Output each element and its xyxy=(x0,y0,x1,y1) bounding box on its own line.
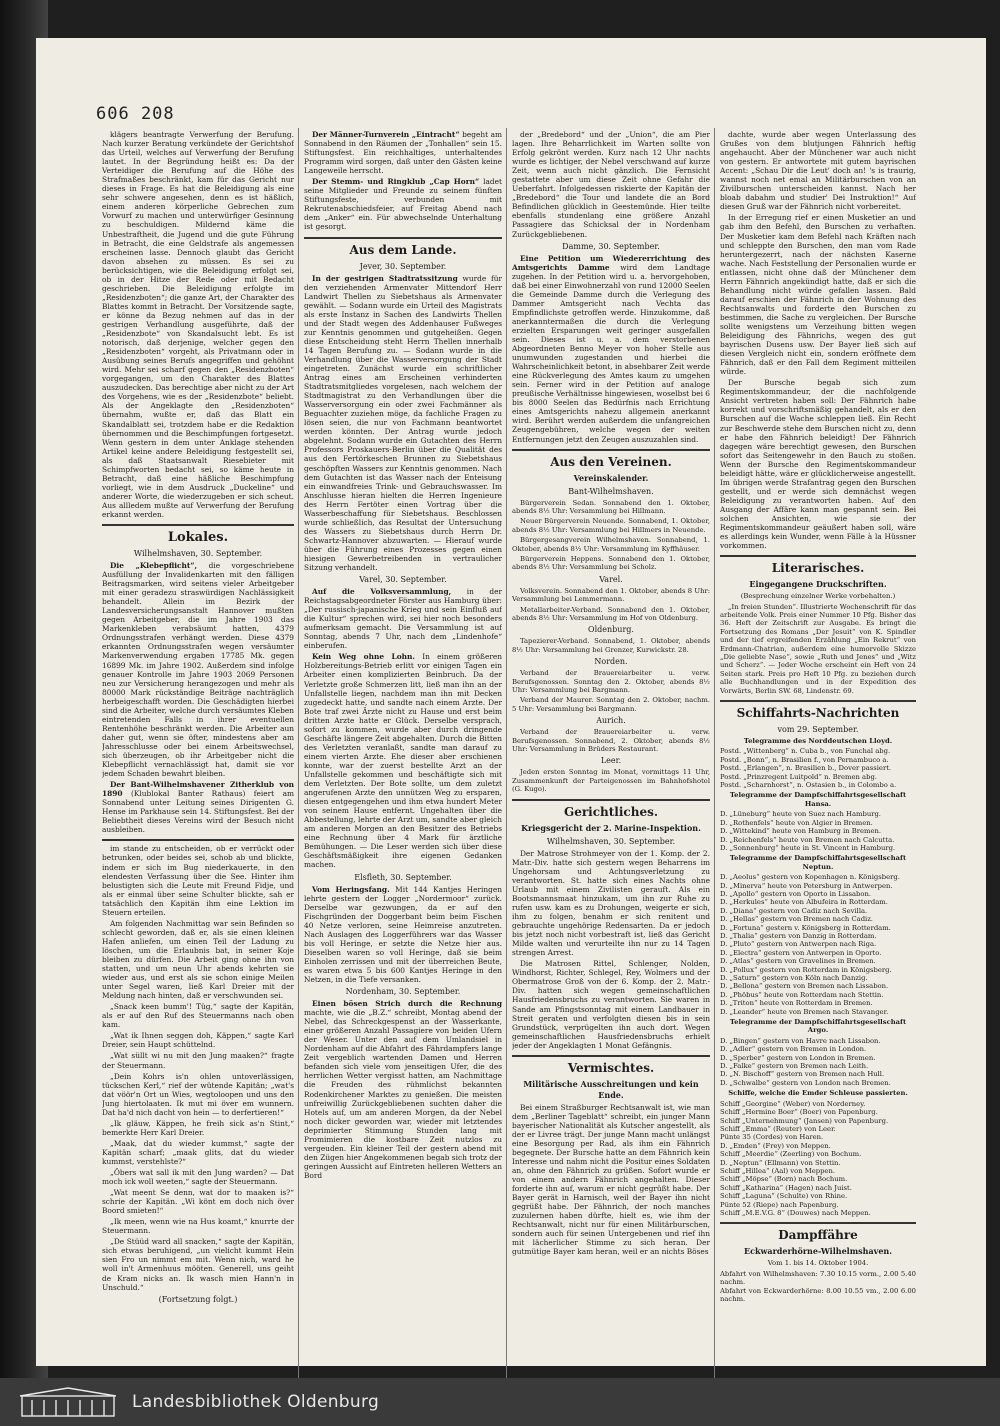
telegram-header: Telegramme der Dampfschiffahrtsgesellschaft Argo. xyxy=(729,1018,907,1035)
article-militaer-cont: In der Erregung rief er einen Musketier an und gab ihm den Befehl, den Burschen zu verhaften. Der Musketier kam dem Befehl nach Kräften nach und schleppte den Burschen, den man vom Rade heruntergezerrt, nach der nächsten Kaserne wache. Nach Feststellung der Personalien wurde er entlassen, nicht ohne daß der Münchener dem Herrn Fähnrich angekündigt hatte, daß er sich die Behandlung nicht würde gefallen lassen. Bald darauf erschien der Fähnrich in der Wohnung des Rechtsanwalts und forderte den Burschen zu bestimmen, die Sache zu vergleichen. Der Bursche sollte wenigstens um Verzeihung bitten wegen Beleidigung des Fähnrichs, wegen des gut bayrischen Dusens usw. Der Bayer ließ sich auf diesen Vergleich nicht ein, sondern eröffnete dem Fähnrich, daß er den Fall dem Regiment mitteilen würde. xyxy=(720,213,916,377)
article-nordenham-cont: der „Bredebord“ und der „Union“, die am Pier lagen. Ihre Beharrlichkeit im Warten sollte von Erfolg gekrönt werden. Kurz nach 12 Uhr nachts wurde es lichtiger, der Nebel verschwand auf kurze Zeit, wenn auch nicht gänzlich. Die Fernsicht gestattete aber um diese Zeit ohne Gefahr die Ueberfahrt. Infolgedessen riskierte der Kapitän der „Bredebord“ die Tour und landete die an Bord Befindlichen glücklich in Geestemünde. Hier teilte ebenfalls stundenlang eine größere Anzahl Passagiere das Schicksal der in Nordenham Zurückgebliebenen. xyxy=(512,130,710,239)
event-list xyxy=(512,587,710,623)
event-item: Bürgerverein Sedan. Sonnabend den 1. Oktober, abends 8½ Uhr: Versammlung bei Hillmann. xyxy=(512,498,710,515)
ship-entry: D. „Sonnenburg“ heute in St. Vincent in Hamburg. xyxy=(720,843,896,852)
page-number: 606 208 xyxy=(96,104,175,124)
viewer-footer xyxy=(0,1378,1000,1426)
column-4 xyxy=(720,130,916,1370)
literature-entry: „In freien Stunden“. Illustrierte Wochenschrift für das arbeitende Volk. Preis einer Nummer 10 Pfg. Bisher das 36. Heft der Zeitschrift zur Ausgabe. Es bringt die Fortsetzung des Romans „Der Jesuit“ von K. Spindler und der tief ergreifenden Erzählung „Ein Rekrut“ von Erdmann-Chatrian, außerdem eine humorvolle Skizze „Die geliebte Nase“, sowie „Ruth und Jenes“ und „Witz und Scherz“. — Jeder Woche erscheint ein Heft von 24 Seiten stark. Preis pro Heft 10 Pfg. zu beziehen durch alle Buchhandlungen und in der Expedition des Vorwärts, Berlin SW. 68, Lindenstr. 69. xyxy=(720,602,916,695)
location-label: Aurich. xyxy=(596,716,626,726)
ship-list xyxy=(720,1100,916,1218)
ship-entry: D. „Falke“ gestern von Bremen nach Leith. xyxy=(720,1062,869,1071)
ship-entry: Schiff „Hillea“ (Aal) von Meppen. xyxy=(720,1166,835,1175)
story-paragraph: „De Stüüd ward all snacken,“ sagte der Kapitän, sich etwas beruhigend, „un vielicht kummt Hein sien Fro un nimmt em mit. Wenn nich, ward he woll in't Armenhuus mööten. Generell, uns geiht de Kram nicks an. Ik wasch mien Hann'n in Unschuld.“ xyxy=(102,1237,294,1292)
ship-entry: D. „Wittekind“ heute von Hamburg in Bremen. xyxy=(720,827,882,836)
location-label: Norden. xyxy=(594,657,628,667)
section-divider xyxy=(102,839,294,841)
article-militaer: Bei einem Straßburger Rechtsanwalt ist, wie man dem „Berliner Tageblatt“ schreibt, ein junger Mann bayerischer Nationalität als Kutscher angestellt, als der er Livree trägt. Der junge Mann macht unlängst eine Besorgung per Rad, als ihm ein Fähnrich begegnete. Der Bursche hatte an dem Fähnrich kein Interesse und nahm nicht die Positur eines Soldaten an, ohne den Fähnrich zu grüßen. Sofort wurde er von einem andern Fähnrich angehalten. Dieser forderte ihn auf, warum er nicht gegrüßt habe. Der Bayer gerät in Harnisch, weil der Bayer ihn nicht gegrüßt habe. Der Fähnrich, der noch manches zuzulernen haben dürfte, hielt es, wie ihm der Rechtsanwalt, nicht nur für einen Militärburschen, sondern auch für seinen Untergebenen und rief ihn mit lächerlicher Stimme zu sich heran. Der gutmütige Bayer kam heran, weil er an nichts Böses xyxy=(512,1102,710,1257)
dateline: vom 29. September. xyxy=(777,725,859,735)
section-divider xyxy=(512,449,710,451)
ship-entry: D. „Emden“ (Frey) von Meppen. xyxy=(720,1141,831,1150)
section-title-aus-dem-lande: Aus dem Lande. xyxy=(349,242,457,257)
subsection-druckschriften: Eingegangene Druckschriften. xyxy=(749,579,887,590)
ship-entry: Schiff „M.E.V.G. 8“ (Douwes) nach Meppen. xyxy=(720,1208,871,1217)
event-item: Bürgerverein Heppens. Sonnabend den 1. Oktober, abends 8½ Uhr: Versammlung bei Scholz. xyxy=(512,554,710,572)
section-title-vereine: Aus den Vereinen. xyxy=(550,454,672,469)
section-title-lokales: Lokales. xyxy=(167,530,229,546)
location-label: Oldenburg. xyxy=(588,625,634,635)
ship-entry: Schiff „Unternehmung“ (Jansen) von Papenburg. xyxy=(720,1116,889,1125)
ship-entry: D. „Electra“ gestern von Antwerpen in Oporto. xyxy=(720,948,882,957)
ship-entry: D. „Herkules“ heute von Albufeira in Rotterdam. xyxy=(720,898,888,907)
continuation-note: (Fortsetzung folgt.) xyxy=(158,1294,238,1304)
ship-entry: D. „Reichenfels“ heute von Bremen nach Calcutta. xyxy=(720,835,895,844)
ship-entry: D. „Bingen“ gestern von Havre nach Lissabon. xyxy=(720,1036,881,1045)
ship-entry: D. „Schwalbe“ gestern von London nach Bremen. xyxy=(720,1078,891,1087)
ship-entry: Pünte 52 (Riepe) nach Papenburg. xyxy=(720,1200,839,1209)
ship-entry: Schiff „Meerdie“ (Zeerling) von Bochum. xyxy=(720,1150,862,1159)
story-paragraph: Am folgenden Nachmittag war sein Befinden so schlecht geworden, daß er, als sie einen kleinen Hafen anliefen, um einen Teil der Ladung zu löschen, um die Erlaubnis bat, in seiner Koje bleiben zu dürfen. Die Arbeit ging ohne ihn von statten, und um neun Uhr abends kehrten sie wieder aus, und erst als sie schon einige Meilen unter Segel waren, ließ Karl Dreier mit der Meldung nach hinten, daß er verschwunden sei. xyxy=(102,918,294,1001)
dateline: Elsfleth, 30. September. xyxy=(354,872,452,882)
ship-entry: Postd. „Wittenberg“ n. Cuba b., von Funchal abg. xyxy=(720,747,891,756)
story-paragraph: im stande zu entscheiden, ob er verrückt oder betrunken, oder beides sei, schob ab und blickte, indem er sich im Bug niederkauerte, in den elendesten Verfassung über die See. Hinter ihm belustigten sich die Leute mit Freund Fidje, und als er einmal über seine Schulter blickte, sah er tatsächlich den Kapitän ihm eine Lektion im Steuern erteilen. xyxy=(102,844,294,917)
event-item: Verband der Maurer. Sonntag den 2. Oktober, nachm. 5 Uhr: Versammlung bei Bargmann. xyxy=(512,696,710,713)
ship-entry: D. „Rothenfels“ heute von Algier in Bremen. xyxy=(720,818,873,827)
section-divider xyxy=(512,1055,710,1057)
ship-entry: D. „Phöbus“ heute von Rotterdam nach Stettin. xyxy=(720,990,884,999)
event-item: Bürgergesangverein Wilhelmshaven. Sonnabend, 1. Oktober, abends 8½ Uhr: Versammlung im Kyffhäuser. xyxy=(512,536,710,553)
dateline: Wilhelmshaven, 30. September. xyxy=(546,836,676,846)
story-paragraph: „Maak, dat du wieder kummst,“ sagte der Kapitän scharf; „maak glits, dat du wieder kummst, verstehlste?“ xyxy=(102,1138,294,1166)
ship-entry: D. „Pluto“ gestern von Antwerpen nach Riga. xyxy=(720,940,877,949)
library-building-icon xyxy=(18,1386,118,1418)
ship-entry: D. „N. Bischoff“ gestern von Bremen nach Hull. xyxy=(720,1070,885,1079)
article-zitherklub: Der Bant-Wilhelmshavener Zitherklub von 1890 (Klublokal Banter Rathaus) feiert am Sonnabend unter Leitung seines Dirigenten G. Hense im Parkhause sein 14. Stiftungsfest. Bei der Beliebtheit dieses Vereins wird der Besuch nicht ausbleiben. xyxy=(102,780,294,835)
section-title-vermischtes: Vermischtes. xyxy=(567,1060,655,1075)
subsection-militaerische: Militärische Ausschreitungen und kein Ende. xyxy=(523,1078,699,1100)
story-paragraph: „Ik gläuw, Käppen, he freih sick as'n Stint,“ bemerkte Herr Karl Dreier. xyxy=(102,1118,294,1137)
location-label: Varel. xyxy=(599,574,623,584)
note: (Besprechung einzelner Werke vorbehalten.) xyxy=(740,592,896,601)
ship-list xyxy=(720,810,916,852)
column-rule xyxy=(506,128,507,1378)
story-paragraph: „Wat meent Se denn, wat dor to maaken is?“ schrie der Kapitän. „Wi könt em doch nich över Boord smieten!“ xyxy=(102,1188,294,1216)
article-kein-weg: Kein Weg ohne Lohn. In einem größeren Holzbereitungs-Betrieb erlitt vor einigen Tagen ein Arbeiter einen komplizierten Beinbruch. Da der Verletzte große Schmerzen litt, ließ man ihn an der Unfallstelle liegen, nachdem man ihn mit Decken zugedeckt hatte, und sandte nach einem Arzte. Der Bote traf zwei Ärzte nicht zu Hause und erst beim dritten Arzte hatte er Glück. Derselbe versprach, sofort zu kommen, wurde aber durch dringende Geschäfte längere Zeit abgehalten. Durch die Bitten des Verletzten veranlaßt, sandte man darauf zu einem vierten Arzte. Ehe dieser aber erschienen konnte, war der zuerst bestellte Arzt an der Unfallstelle gekommen und beschäftigte sich mit dem Verletzten. Der Bote sollte, um dem zuletzt angerufenen Arzte den unnützen Weg zu ersparen, diesen entgegengehen und ihm etwa hundert Meter von seinem Hause entfernt. Ungehalten über die Abbestellung, lehrte der Arzt um, sandte aber gleich am anderen Morgen an den Besitzer des Betriebs eine Rechnung über 4 Mark für ärztliche Bemühungen. — Die Leser werden sich über diese Geschäftsmäßigkeit ihre eigenen Gedanken machen. xyxy=(304,652,502,870)
article-nordenham: Einen bösen Strich durch die Rechnung machte, wie die „B.Z.“ schreibt, Montag abend der Nebel, das Schreckgespenst an der Wasserkante, einer größeren Anzahl Passagiere von beiden Ufern der Weser. Unter den auf dem Umlandsiel in Nordenham auf die Abfahrt des Fährdampfers lange Zeit vergeblich wartenden Damen und Herren befanden sich viele vom jenseitigen Ufer, die des herrlichen Wetter vergisst hatten, am Nachmittage die Freuden des rühmlichst bekannten Rodenkirchener Marktes zu genießen. Die meisten unfreiwillig Zurückgebliebenen suchten daher die Hotels auf, um am anderen Morgen, da der Nebel noch dicker geworden war, wieder mit letztendes deprimierter Stimmung Stunden lang mit Promimieren die kostbare Zeit nutzlos zu vergeuden. Ein kleiner Teil der gestern abend mit den Zügen hier Angekommenen begab sich trotz der geringen Aussicht auf Eintreten helleren Wetters an Bord xyxy=(304,999,502,1180)
location-label: Leer. xyxy=(600,756,622,766)
dateline: Jever, 30. September. xyxy=(359,261,447,271)
column-rule xyxy=(714,128,715,1378)
ship-entry: D. „Atlas“ gestern von Gravelines in Bremen. xyxy=(720,957,876,966)
ship-entry: D. „Saturn“ gestern von Köln nach Danzig. xyxy=(720,974,868,982)
dateline: Nordenham, 30. September. xyxy=(345,987,461,997)
section-divider xyxy=(304,237,502,239)
story-paragraph: „Wat süllt wi nu mit den Jung maaken?“ fragte der Steuermann. xyxy=(102,1051,294,1070)
ship-entry: D. „Leander“ heute von Bremen nach Stavanger. xyxy=(720,1007,889,1016)
article-jever: In der gestrigen Stadtratssitzung wurde für den verziehenden Armenvater Mittendorf Herr Landwirt Thellen zu Siebetshaus als Armenvater gewählt. — Sodann wurde ein Urteil des Magistrats als erste Instanz in Sachen des Landwirts Thellen und der Stadt wegen des Addenhauser Fußweges zur Kenntnis genommen und gutgeheißen. Gegen diese Entscheidung steht Herrn Thellen innerhalb 14 Tagen Berufung zu. — Sodann wurde in die Verhandlung über die Wasserversorgung der Stadt eingetreten. Zunächst wurde ein schriftlicher Antrag eines am Erscheinen verhinderten Stadtratsmitgliedes vorgelesen, nach welchem der Stadtmagistrat zu den Verhandlungen über die Wasserversorgung ein oder zwei Fachmänner als Beguachter zuziehen möge, da fachliche Fragen zu lösen seien, die nur von Fachmann beantwortet werden könnten. Der Antrag wurde jedoch abgelehnt. Sodann wurde ein Gutachten des Herrn Professors Proskauers-Berlin über die Qualität des aus den Fertörkeschen Brunnen zu Siebetshaus geschöpften Wassers zur Kenntnis genommen. Nach dem Gutachten ist das Wasser nach der Enteisung ein einwandfreies Trink- und Gebrauchswasser. Im Anschlusse hieran hielten die Herren Ingenieure des Herrn Fertöter einen Vortrag über die Wasserbeschaffung für Siebetshaus. Beschlossen wurde schließlich, das Resultat der Untersuchung des Wassers zu Siebetshaus durch Herrn Dr. Schwartz-Hannover abzuwarten. — Hierauf wurde über die Führung eines Prozesses gegen einen hiesigen Gewerbetreibenden in vertraulicher Sitzung verhandelt. xyxy=(304,273,502,573)
section-title-gerichtliches: Gerichtliches. xyxy=(563,804,659,819)
event-list xyxy=(512,728,710,753)
article-klebepflicht: Die „Klebepflicht“, die vorgeschriebene Ausfüllung der Invalidenkarten mit den fälligen Beitragsmarken, wird seitens vieler Arbeitgeber mit einer geradezu straswürdigen Nachlässigkeit behandelt. Allein im Bezirk der Landesversicherungsanstalt Hannover mußten gegen Arbeitgeber, die im Jahre 1903 das Markenkleben verabsäumt hatten, 4379 Ordnungsstrafen verhängt werden. Diese 4379 erkannten Ordnungsstrafen wegen versäumter Markenverwendung ergaben 17785 Mk. gegen 16899 Mk. im Jahre 1902. Außerdem sind infolge genauer Kontrolle im Jahre 1903 2069 Personen neu zur Versicherung herangezogen und mehr als 80000 Mark rückständige Beiträge nachträglich herbeigeschafft worden. Die Geschädigten hierbei sind die Arbeiter, welche durch versäumtes Kleben eintretenden Falls in ihrer eventuellen Rentenhöhe beschränkt werden. Die Arbeiter aun daher gut, wenn sie öfter, mindestens aber am Jahresschlusse oder bei einem Arbeitswechsel, sich überzeugen, ob ihr Arbeitgeber nicht die Klebepflicht vernachlässigt hat, damit sie vor jedem Schaden bewahrt bleiben. xyxy=(102,561,294,779)
article-militaer-cont: Der Bursche begab sich zum Regimentskommandeur, der die nachfolgende Ansicht vertreten haben soll: Der Fähnrich habe korrekt und vorschriftsmäßig gehandelt, als er den Burschen auf die Wache schleppen ließ. Ein Recht zur Beschwerde stehe dem Burschen nicht zu, denn er habe den Fähnrich beleidigt! Der Fähnrich dagegen wäre berechtigt gewesen, den Burschen sofort das Seitengewehr in den Bauch zu stoßen. Wenn der Bursche den Regimentskommandeur beleidigt hätte, wäre er glücklicherweise angestellt. Im übrigen werde Strafantrag gegen den Burschen gestellt, und er werde sich demnächst wegen Beleidigung zu verantworten haben. Auf den Ausgang der Affäre kann man gespannt sein. Bei solchen Ansichten, wie sie der Regimentskommandeur geäußert haben soll, wäre es allerdings kein Wunder, wenn Fälle à la Hüssner vorkommen. xyxy=(720,378,916,551)
event-item: Volksverein. Sonnabend den 1. Oktober, abends 8 Uhr: Versammlung bei Lemmermann. xyxy=(512,586,710,604)
dateline: Varel, 30. September. xyxy=(359,575,447,585)
section-divider xyxy=(512,799,710,801)
ship-entry: Schiff „Georgine“ (Weber) von Norderney. xyxy=(720,1099,866,1108)
court-report: Die Matrosen Rittel, Schlenger, Nolden, Windhorst, Richter, Schlegel, Rey, Wolmers und der Obermatrose Groß von der 6. Komp. der 2. Matr.-Div. hatten sich wegen gemeinschaftlichen Hausfriedensbruchs zu verantworten. Sie waren in Sande am Pfingstsonntag mit einem Landbauer in Streit geraten und verfolgten diesen bis in sein Grundstück, verprügelten ihn auch dort. Wegen gemeinschaftlichen Hausfriedensbruchs erhielt jeder der Angeklagten 1 Monat Gefängnis. xyxy=(512,959,710,1050)
library-name: Landesbibliothek Oldenburg xyxy=(132,1392,380,1412)
court-verdict-text: klägers beantragte Verwerfung der Berufung. Nach kurzer Beratung verkündete der Gerichtshof das Urteil, welches auf Verwerfung der Berufung lautet. In der Begründung heißt es: Da der Verteidiger die Berufung auf die Höhe des Strafmaßes beschränkt, kam für das Gericht nur dieses in Frage. Es hat die Beleidigung als eine sehr schwere angesehen, denn es ist häßlich, einem anderen körperliche Gebrechen zum Vorwurf zu machen und unterwürfiger Gesinnung zu beschuldigen. Mildernd käme die Unbestraftheit, die Jugend und die gute Führung in Betracht, die eine Geldstrafe als angemessen erscheinen lasse. Dennoch glaubt das Gericht davon absehen zu müssen. Es sei zu berücksichtigen, wie die Beleidigung erfolgt sei, ob in der Hitze der Rede oder mit Bedacht geschrieben. Die Beleidigung erfolgte im „Residenzboten“; die ganze Art, der Charakter des Blattes kommt in Betracht. Der Vorsitzende sagte, er könne da Bezug nehmen auf das in der gestrigen Verhandlung ausgeführte, daß der „Residenzbote“ von Skandalsucht lebt. Es ist notorisch, daß derjenige, welcher gegen den „Residenzboten“ vorgeht, als Privatmann oder in Ausübung seines Berufs angegriffen und gehöhnt wird. Mehr sei scharf gegen den „Residenzboten“ vorgegangen, um den Charakter des Blattes auszudecken. Das berechtige aber nicht zu der Art des Vorgehens, wie es der „Residenzbote“ beliebt. Als der Angeklagte den „Residenzboten“ übernahm, wußte er, daß das Blatt ein Skandalblatt sei, trotzdem habe er die Redaktion übernommen und die Beschimpfungen fortgesetzt. Wenn gestern in dem unter Anklage stehenden Artikel keine andere Beleidigung festgestellt sei, als daß Staatsanwalt Riesebieter mit Schimpfworten bedacht sei, so käme heute in Betracht, daß eine häßliche Beschimpfung vorliegt, wie in dem Ausdruck „Duckeline“ und anderer Worte, die wiederzugeben er sich scheut. Aus allledem mußte auf Verwerfung der Berufung erkannt werden. xyxy=(102,130,294,519)
ship-entry: Pünte 35 (Cordes) von Haren. xyxy=(720,1133,824,1142)
ship-entry: D. „Sperber“ gestern von London in Bremen. xyxy=(720,1053,876,1062)
ship-list xyxy=(720,747,916,789)
ship-entry: D. „Diana“ gestern von Cadiz nach Sevilla. xyxy=(720,906,868,915)
article-varel: Auf die Volksversammlung, in der Reichstagsabgeordneter Förster aus Hamburg über: „Der russisch-japanische Krieg und sein Einfluß auf die Kultur“ sprechen wird, sei hier noch besonders aufmerksam gemacht. Die Versammlung ist auf Sonntag, abends 7 Uhr, nach dem „Lindenhofe“ einberufen. xyxy=(304,587,502,651)
story-paragraph: „Wat ik Ihnen seggen doh, Käppen,“ sagte Karl Dreier, sein Haupt schüttelnd. xyxy=(102,1031,294,1050)
telegram-header: Schiffe, welche die Emder Schleuse passierten. xyxy=(728,1089,908,1098)
column-rule xyxy=(298,128,299,1378)
article-cap-horn: Der Stemm- und Ringklub „Cap Horn“ ladet seine Mitglieder und Freunde zu seinem fünften Stiftungsfeste, verbunden mit Rekrutenabschiedsfeier, auf Freitag Abend nach dem „Anker“ ein. Für abwechselnde Unterhaltung ist gesorgt. xyxy=(304,177,502,232)
court-report: Der Matrose Strohmeyer von der 1. Komp. der 2. Matr.-Div. hatte sich gestern wegen Beharrens im Ungehorsam und Achtungsverletzung zu verantworten. St. hatte sich eines Nachts ohne Urlaub mit einem Zivilisten gerauft. Als ein Bootsmannsmaat hinzukam, um ihn zur Ruhe zu rufen usw. kam es zu Drohungen, weigerte er sich, ihm zu folgen, benahm er sich renitent und gebrauchte ungehörige Redensarten. Da er jedoch bis jetzt noch nicht vorbestraft ist, ließ das Gericht Milde walten und verurteilte ihn nur zu 14 Tagen strengen Arrest. xyxy=(512,848,710,958)
ship-entry: Postd. „Bonn“, n. Brasilien f., von Pernambuco a. xyxy=(720,755,889,764)
story-paragraph: „Öbers wat sall ik mit den Jung warden? — Dat moch ick woll weeten,“ sagte der Steuermann. xyxy=(102,1168,294,1187)
telegram-header: Telegramme des Norddeutschen Lloyd. xyxy=(743,737,893,746)
event-list xyxy=(512,768,710,793)
ship-entry: Schiff „Katharina“ (Hagen) nach Juist. xyxy=(720,1183,852,1192)
section-title-schiffahrt: Schiffahrts-Nachrichten xyxy=(736,706,900,721)
ship-entry: Postd. „Prinzregent Luitpold“ n. Bremen abg. xyxy=(720,772,877,781)
telegram-header: Telegramme der Dampfschiffahrtsgesellschaft Hansa. xyxy=(729,791,907,808)
section-divider xyxy=(720,1222,916,1224)
section-divider xyxy=(102,524,294,526)
section-title-literarisches: Literarisches. xyxy=(771,561,865,576)
section-divider xyxy=(720,700,916,702)
section-divider xyxy=(720,555,916,557)
ship-entry: D. „Triton“ heute von Rotterdam in Bremen. xyxy=(720,999,873,1008)
ship-list xyxy=(720,1037,916,1087)
dateline: Damme, 30. September. xyxy=(562,241,660,251)
ship-entry: D. „Thalia“ gestern von Danzig in Rotterdam. xyxy=(720,931,877,940)
ship-entry: D. „Adler“ gestern von Bremen in London. xyxy=(720,1045,867,1054)
ship-entry: Schiff „Hermine Boer“ (Boer) von Papenburg. xyxy=(720,1108,878,1117)
ship-entry: Postd. „Scharnhorst“, n. Ostasien b., in Colombo a. xyxy=(720,781,897,790)
ferry-schedule-wilhelmshaven: Abfahrt von Wilhelmshaven: 7.30 10.15 vorm., 2.00 5.40 nachm. xyxy=(720,1269,916,1287)
column-2 xyxy=(304,130,502,1370)
article-damme: Eine Petition um Wiedererrichtung des Amtsgerichts Damme wird dem Landtage zugehen. In der Petition wird u. a. hervorgehoben, daß bei einer Einwohnerzahl von rund 12000 Seelen die Gemeinde Damme durch die Verlegung des Dammer Amtsgericht nach Vechta das Empfindlichste getroffen werde. Hinzukomme, daß anerkanntermaßen die durch die Verlegung erzielten Ersparungen weit geringer ausgefallen sein. Dieses ist u. a. dem verstorbenen Abgeordneten Benno Meyer von hoher Stelle aus unumwunden zugestanden und hierbei die Wahrscheinlichkeit betont, in absehbarer Zeit werde eine Rückverlegung des Amtes kaum zu umgehen sein. Ferner wird in der Petition auf analoge preußische Verhältnisse hingewiesen, woselbst bei 6 bis 8000 Seelen das Bedürfnis nach Errichtung eines Amtsgerichts nahezu allgemein anerkannt wird. Berührt werden außerdem die unfangreichen Zeugengebühren, welche wegen der weiten Entfernungen jetzt den Zeugen auszuzahlen sind. xyxy=(512,253,710,444)
ship-entry: D. „Fortuna“ gestern v. Königsberg in Rotterdam. xyxy=(720,923,891,932)
ship-entry: Schiff „Möpse“ (Born) nach Bochum. xyxy=(720,1175,848,1184)
subsection-kriegsgericht: Kriegsgericht der 2. Marine-Inspektion. xyxy=(521,822,701,833)
ship-entry: D. „Apollo“ gestern von Oporto in Lissabon. xyxy=(720,889,872,898)
event-list xyxy=(512,669,710,713)
telegram-header: Telegramme der Dampfschiffahrtsgesellschaft Neptun. xyxy=(729,854,907,871)
ship-entry: D. „Aeolus“ gestern von Kopenhagen n. Königsberg. xyxy=(720,873,900,882)
location-label: Bant-Wilhelmshaven. xyxy=(568,486,654,496)
article-militaer-cont: dachte, wurde aber wegen Unterlassung des Grußes von dem blutjungen Fähnrich heftig angehaucht. Aber der Münchener war auch nicht von gestern. Er antwortete mit gutem bayrischen Accent: „Schau Dir die Leut' doch an! 's is traurig, wannst noch net emal an Militärburschen von an Zivilburschen unterscheiden kannst. Nach her bloab dabahm und studier' Dei Instruktion!“ Auf diesen Gruß war der Fähnrich nicht vorbereitet. xyxy=(720,130,916,212)
event-item: Verband der Brauereiarbeiter u. verw. Berufsgenossen. Sonnabend, 2. Oktober, abends 8½ Uhr: Versammlung in Brüders Restaurant. xyxy=(512,728,710,754)
ferry-dates: Vom 1. bis 14. Oktober 1904. xyxy=(767,1259,869,1268)
event-item: Tapezierer-Verband. Sonnabend, 1. Oktober, abends 8½ Uhr: Versammlung bei Grenzer, Kurwickstr. 28. xyxy=(512,637,710,654)
subsection-vereinskalender: Vereinskalender. xyxy=(573,472,649,483)
ferry-route: Eckwarderhörne-Wilhelmshaven. xyxy=(743,1246,893,1257)
ship-entry: Schiff „Emma“ (Reuter) von Leer. xyxy=(720,1124,836,1133)
story-paragraph: „Dein Kohrs is'n ohlen untoverlässigen, tückschen Kerl,“ rief der wütende Kapitän; „wat's dat vöör'n Ort un Wies, wegtoloopen und uns den Jung hiertolaaten. Ik mut mi över em wunnern. Dat ha'd nich dacht von hein — to derfertieren!“ xyxy=(102,1071,294,1117)
ship-entry: Schiff „Laguna“ (Schulte) von Rhine. xyxy=(720,1192,848,1201)
ship-entry: D. „Bellona“ gestern von Bremen nach Lissabon. xyxy=(720,982,889,991)
event-list xyxy=(512,637,710,654)
section-title-dampffaehre: Dampffähre xyxy=(778,1228,858,1243)
ferry-schedule-eckwarderhoerne: Abfahrt von Eckwarderhörne: 8.00 10.55 vm., 2.00 6.00 nachm. xyxy=(720,1286,916,1303)
ship-entry: D. „Neptun“ (Ellmann) von Stettin. xyxy=(720,1158,841,1167)
dateline: Wilhelmshaven, 30. September. xyxy=(133,549,263,559)
event-list xyxy=(512,499,710,572)
ship-entry: D. „Lüneburg“ heute von Suez nach Hamburg. xyxy=(720,810,881,819)
column-1 xyxy=(102,130,294,1370)
story-paragraph: „Ik meen, wenn wie na Hus koamt,“ knurrte der Steuermann. xyxy=(102,1217,294,1236)
article-eintracht: Der Männer-Turnverein „Eintracht“ begeht am Sonnabend in den Räumen der „Tonhallen“ sein 15. Stiftungsfest. Ein reichhaltiges, unterhaltendes Programm wird sorgen, daß unter den Gästen keine Langeweile herrscht. xyxy=(304,130,502,176)
ship-entry: D. „Pollux“ gestern von Rotterdam in Königsberg. xyxy=(720,965,892,974)
newspaper-page xyxy=(36,38,986,1366)
event-item: Jeden ersten Sonntag im Monat, vormittags 11 Uhr, Zusammenkunft der Parteigenossen im Bahnhofshotel (G. Kugo). xyxy=(512,768,710,794)
event-item: Neuer Bürgerverein Neuende. Sonnabend, 1. Oktober, abends 8½ Uhr: Versammlung bei Hillmers in Neuende. xyxy=(512,517,710,534)
story-paragraph: „Snack keen bumm'! Tüg,“ sagte der Kapitän, als er auf den Ruf des Steuermanns nach oben kam. xyxy=(102,1002,294,1030)
ship-entry: D. „Minerva“ heute von Petersburg in Antwerpen. xyxy=(720,881,893,890)
event-item: Verband der Brauereiarbeiter u. verw. Berufsgenossen. Sonntag den 2. Oktober, abends 8½ Uhr: Versammlung bei Bargmann. xyxy=(512,669,710,695)
column-3 xyxy=(512,130,710,1370)
event-item: Metallarbeiter-Verband. Sonnabend den 1. Oktober, abends 8½ Uhr: Versammlung im Hof von Oldenburg. xyxy=(512,605,710,623)
article-heringsfang: Vom Heringsfang. Mit 144 Kantjes Heringen lehrte gestern der Logger „Nordermoor“ zurück. Derselbe war gezwungen, da er auf den Fischgründen der Doggerbant beim beim Fischen 40 Netze verloren, seine Heimreise anzutreten. Nach Auslagen des Loggerführers war das Wasser bis voll Heringe, er setzte die Netze hier aus. Dieselben waren so voll Heringe, daß sie beim Einholen zerrissen und mit der überreichen Beute, es waren etwa 5 bis 600 Kantjes Heringe in den Netzen, in die Tiefe versanken. xyxy=(304,884,502,984)
ship-entry: Postd. „Erlangen“, n. Brasilien b., Dover passiert. xyxy=(720,764,892,773)
ship-entry: D. „Hellas“ gestern von Bremen nach Cadiz. xyxy=(720,915,873,924)
ship-list xyxy=(720,873,916,1016)
